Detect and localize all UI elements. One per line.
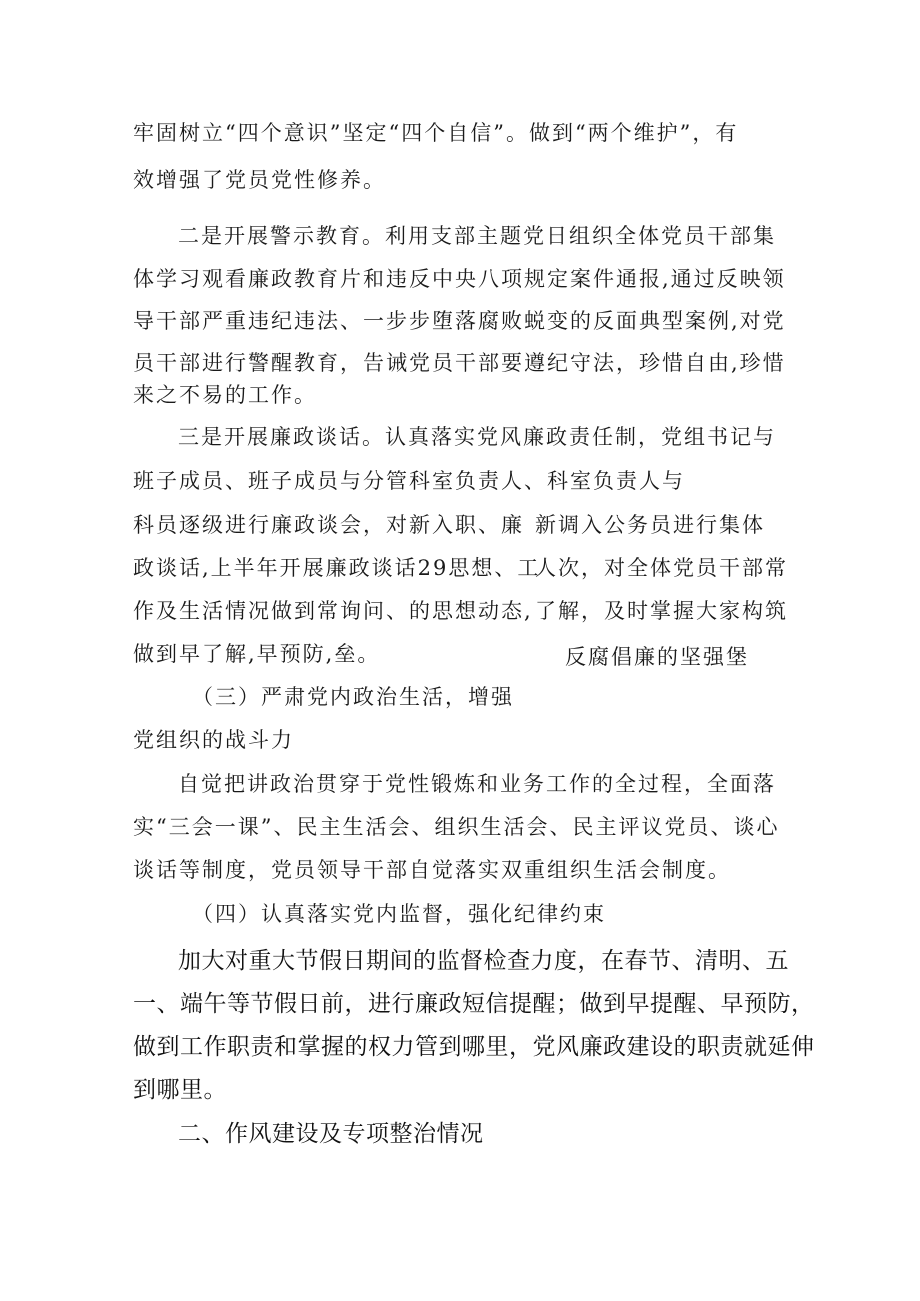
paragraph-line: 来之不易的工作。 xyxy=(133,383,317,407)
section-heading: 二、作风建设及专项整治情况 xyxy=(178,1121,484,1147)
column-right-line: 人次，对全体党员干部常 xyxy=(535,556,788,580)
paragraph-line: 班子成员、班子成员与分管科室负责人、科室负责人与 xyxy=(133,469,685,493)
paragraph-line: 牢固树立“四个意识”坚定“四个自信”。做到“两个维护”，有 xyxy=(133,121,739,145)
paragraph-line: 自觉把讲政治贯穿于党性锻炼和业务工作的全过程，全面落 xyxy=(178,772,776,796)
section-heading: 党组织的战斗力 xyxy=(133,728,294,752)
column-right-line: 反腐倡廉的坚强堡 xyxy=(565,645,749,669)
paragraph-line: 一、端午等节假日前，进行廉政短信提醒；做到早提醒、早预防， xyxy=(133,991,815,1017)
section-heading: （四）认真落实党内监督，强化纪律约束 xyxy=(192,902,606,926)
paragraph-line: 体学习观看廉政教育片和违反中央八项规定案件通报,通过反映领 xyxy=(133,267,786,291)
paragraph-line: 导干部严重违纪违法、一步步堕落腐败蜕变的反面典型案例,对党 xyxy=(133,309,786,333)
paragraph-line: 效增强了党员党性修养。 xyxy=(133,168,386,192)
column-left-line: 做到早了解,早预防,垒。 xyxy=(133,642,381,666)
paragraph-line: 做到工作职责和掌握的权力管到哪里，党风廉政建设的职责就延伸 xyxy=(133,1034,815,1060)
paragraph-line: 实“三会一课”、民主生活会、组织生活会、民主评议党员、谈心 xyxy=(133,815,780,839)
paragraph-line: 员干部进行警醒教育，告诫党员干部要遵纪守法，珍惜自由,珍惜 xyxy=(133,351,786,375)
column-left-line: 政谈话,上半年开展廉政谈话29思想、工 xyxy=(133,556,541,580)
paragraph-line: 到哪里。 xyxy=(133,1077,227,1103)
column-right-line: 新调入公务员进行集体 xyxy=(535,513,765,537)
column-right-line: 了解，及时掌握大家构筑 xyxy=(535,599,788,623)
section-heading: （三）严肃党内政治生活，增强 xyxy=(192,685,514,709)
paragraph-line: 加大对重大节假日期间的监督检查力度，在春节、清明、五 xyxy=(178,948,789,974)
column-left-line: 科员逐级进行廉政谈会，对新入职、廉 xyxy=(133,513,524,537)
paragraph-line: 三是开展廉政谈话。认真落实党风廉政责任制，党组书记与 xyxy=(178,425,776,449)
column-left-line: 作及生活情况做到常询问、的思想动态, xyxy=(133,599,533,623)
paragraph-line: 二是开展警示教育。利用支部主题党日组织全体党员干部集 xyxy=(178,224,776,248)
paragraph-line: 谈话等制度，党员领导干部自觉落实双重组织生活会制度。 xyxy=(133,858,731,882)
